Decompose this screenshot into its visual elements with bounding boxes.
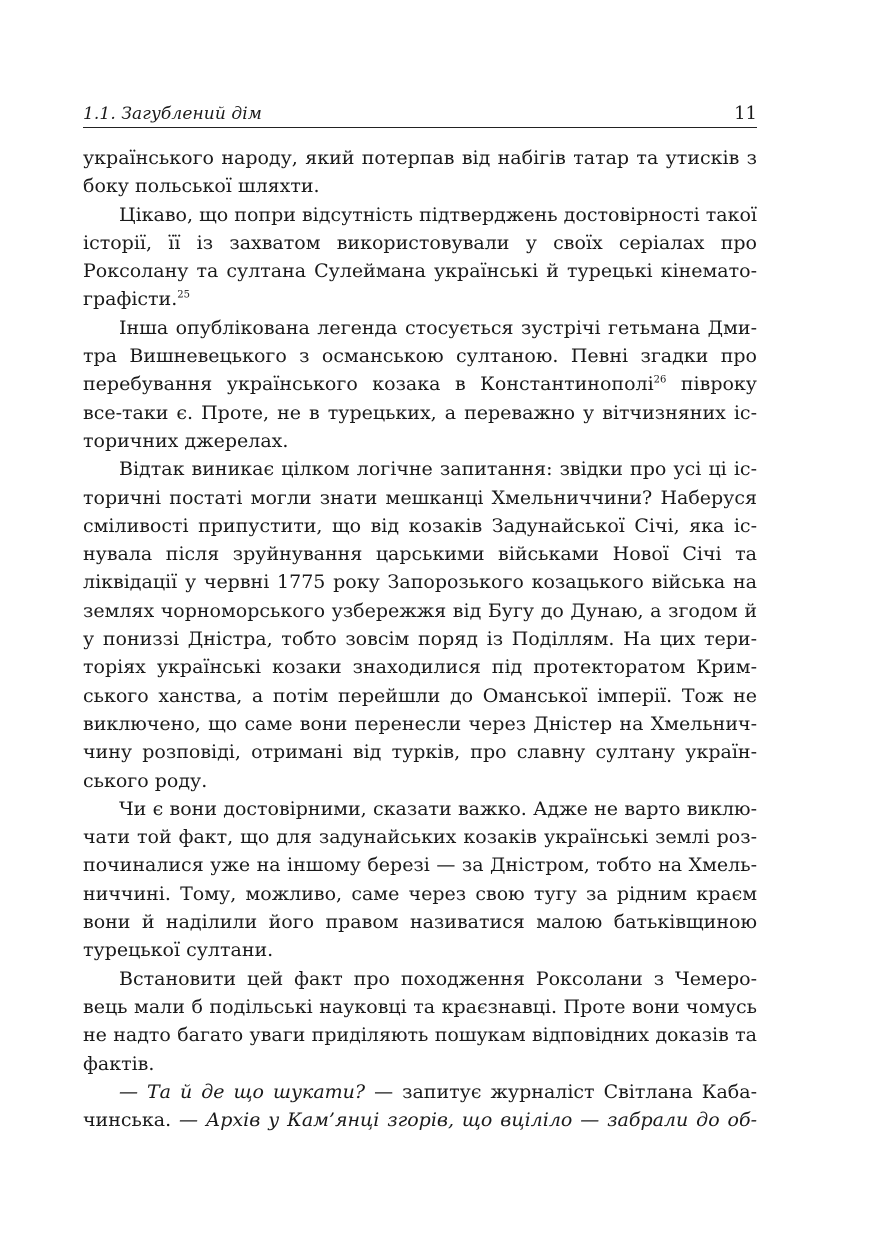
dialogue-quote-1: — Та й де що шукати? xyxy=(119,1080,366,1103)
paragraph-5 xyxy=(83,795,757,965)
page-header xyxy=(83,101,757,128)
footnote-ref-26[interactable]: 26 xyxy=(653,375,667,387)
page-number: 11 xyxy=(734,103,757,124)
running-head: 1.1. Загублений дім xyxy=(83,104,262,124)
paragraph-1-text: українського народу, який потерпав від набігів татар та утисків з боку польської шляхти. xyxy=(83,147,757,198)
paragraph-6 xyxy=(83,965,757,1078)
body-text xyxy=(83,144,757,1134)
paragraph-6-text: Встановити цей факт про походження Роксолани з Чемеровець мали б подільські науковці та краєзнавці. Проте вони чомусь не надто багато уваги приділяють пошукам відповідних доказів та фактів. xyxy=(83,967,757,1075)
paragraph-4 xyxy=(83,455,757,795)
paragraph-3-text-before: Інша опублікована легенда стосується зустрічі гетьмана Дмитра Вишневецького з османською султаною. Певні згадки про перебування українського козака в Константинополі xyxy=(83,316,757,396)
paragraph-1 xyxy=(83,144,757,201)
paragraph-3-text-after: півроку все-таки є. Проте, не в турецьких, а переважно у вітчизняних історичних джерелах. xyxy=(83,373,757,452)
paragraph-2 xyxy=(83,201,757,314)
dialogue-attribution: — запитує журналіст Світлана Кабачинська. xyxy=(83,1080,757,1132)
paragraph-2-text: Цікаво, що попри відсутність підтверджень достовірності такої історії, її із захватом використовували у своїх серіалах про Роксолану та султана Сулеймана українські й турецькі кінематографісти. xyxy=(83,203,757,311)
paragraph-4-text: Відтак виникає цілком логічне запитання: звідки про усі ці історичні постаті могли знати мешканці Хмельниччини? Наберуся сміливості припустити, що від козаків Задунайської Січі, яка існувала після зруйнування царськими військами Нової Січі та ліквідації у червні 1775 року Запорозького козацького війська на землях чорноморського узбережжя від Бугу до Дунаю, а згодом й у пониззі Дністра, тобто зовсім поряд із Поділлям. На цих територіях українські козаки знаходилися під протекторатом Кримського ханства, а потім перейшли до Оманської імперії. Тож не виключено, що саме вони перенесли через Дністер на Хмельниччину розповіді, отримані від турків, про славну султану українського роду. xyxy=(83,458,757,792)
paragraph-3 xyxy=(83,314,757,455)
paragraph-5-text: Чи є вони достовірними, сказати важко. Адже не варто виключати той факт, що для задунайських козаків українські землі розпочиналися уже на іншому березі — за Дністром, тобто на Хмельниччині. Тому, можливо, саме через свою тугу за рідним краєм вони й наділили його правом називатися малою батьківщиною турецької султани. xyxy=(83,797,757,962)
paragraph-7-dialogue xyxy=(83,1078,757,1135)
dialogue-quote-2: — Архів у Кам’янці згорів, що вціліло — забрали до об- xyxy=(179,1109,757,1132)
footnote-ref-25[interactable]: 25 xyxy=(177,290,190,302)
